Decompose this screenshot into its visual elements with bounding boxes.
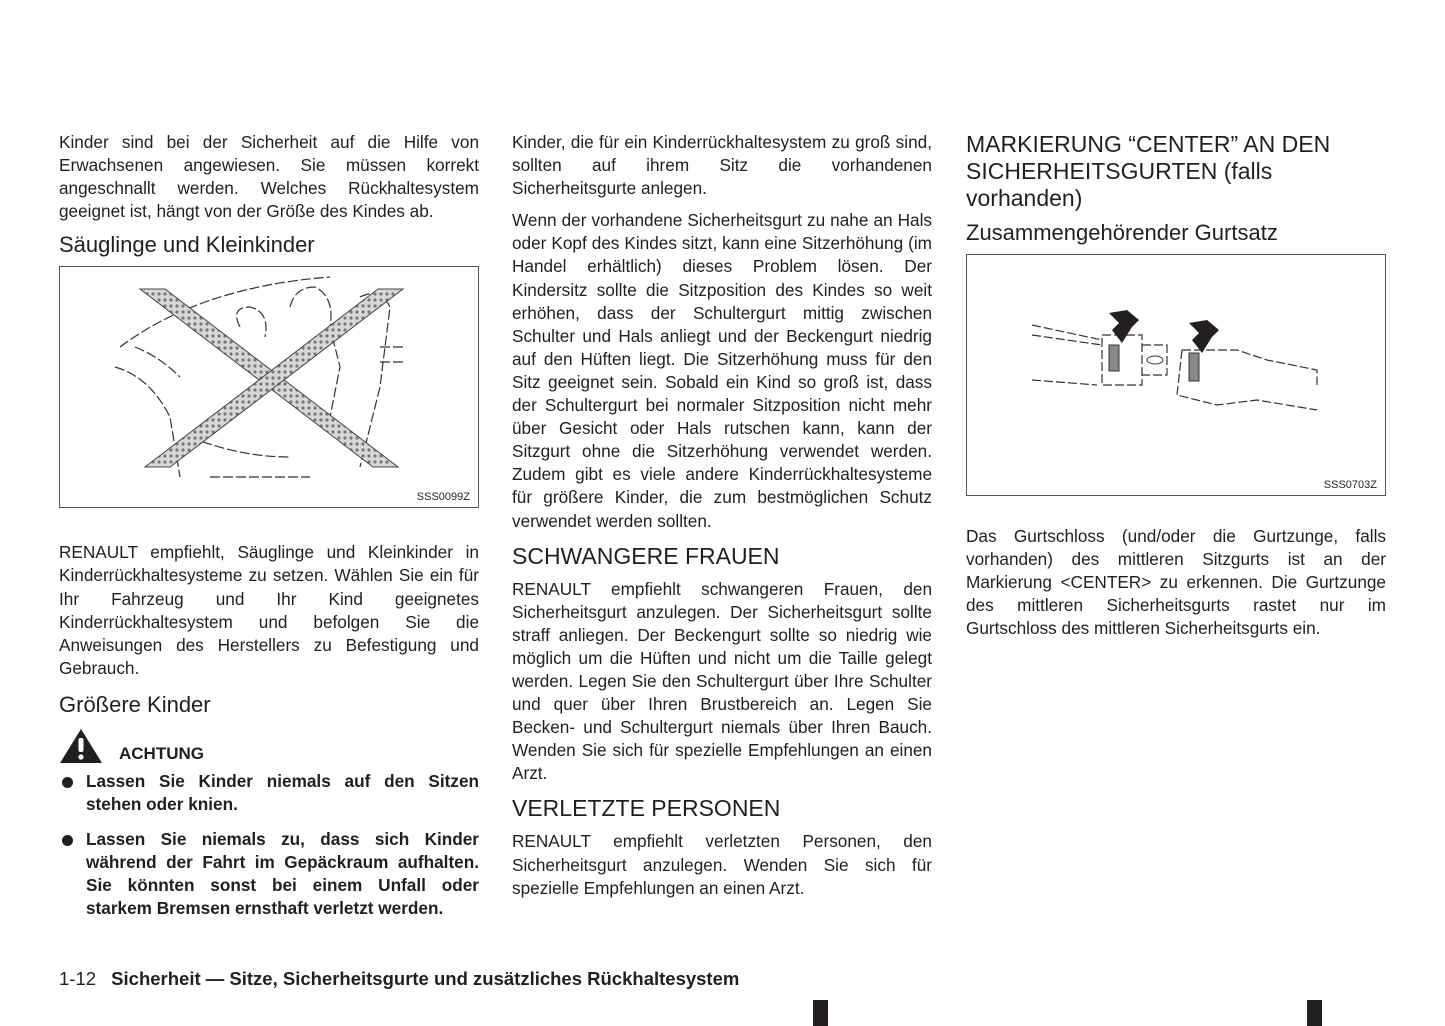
paragraph-booster-seat: Wenn der vorhandene Sicherheitsgurt zu nahe an Hals oder Kopf des Kindes sitzt, kann eine Sitzerhöhung (im Handel erhältlich) dieses Problem lösen. Der Kindersitz sollte die Sitzposition des Kindes so weit erhöhen, dass der Schultergurt mittig zwischen Schulter und Hals anliegt und der Beckengurt niedrig auf den Hüften liegt. Die Sitzerhöhung muss für den Sitz geeignet sein. Sobald ein Kind so groß ist, dass der Schultergurt bei normaler Sitzposition nicht mehr über Gesicht oder Hals rutschen kann, kann der Sitzgurt ohne die Sitzerhöhung verwendet werden. Zudem gibt es viele andere Kinderrückhaltesysteme für größere Kinder, die zum bestmöglichen Schutz verwendet werden sollten. <box>512 210 932 531</box>
center-paragraph: Das Gurtschloss (und/oder die Gurtzunge, falls vorhanden) des mittleren Sitzgurts ist an der Markierung <CENTER> zu erkennen. Die Gurtzunge des mittleren Sicherheitsgurts rastet nur im Gurtschloss des mittleren Sicherheitsgurts ein. <box>966 526 1386 639</box>
figure-code-label: SSS0099Z <box>416 491 470 504</box>
heading-infants: Säuglinge und Kleinkinder <box>59 232 315 258</box>
warning-title: ACHTUNG <box>119 743 204 763</box>
thumb-index-marker <box>1307 1000 1322 1026</box>
heading-matching-belt-set: Zusammengehörender Gurtsatz <box>966 220 1278 245</box>
pregnant-paragraph: RENAULT empfiehlt schwangeren Frauen, den Sicherheitsgurt anzulegen. Der Sicherheitsgurt sollte straff anliegen. Der Beckengurt sollte so niedrig wie möglich um die Hüften und nicht um die Taille gelegt werden. Legen Sie den Schultergurt über Ihre Schulter und quer über Ihren Brustbereich an. Legen Sie Becken- und Schultergurt niemals über Ihren Bauch. Wenden Sie sich für spezielle Empfehlungen an einen Arzt. <box>512 578 932 784</box>
figure-code-label: SSS0703Z <box>1323 479 1377 491</box>
injured-paragraph: RENAULT empfiehlt verletzten Personen, den Sicherheitsgurt anzulegen. Wenden Sie sich für spezielle Empfehlungen an einen Arzt. <box>512 831 932 898</box>
paragraph-large-children: Kinder, die für ein Kinderrückhaltesystem zu groß sind, sollten auf ihrem Sitz die vorhandenen Sicherheitsgurte anlegen. <box>512 132 932 199</box>
heading-pregnant-women: SCHWANGERE FRAUEN <box>512 542 780 569</box>
seatbelt-buckle-icon <box>967 255 1383 493</box>
figure-belt-buckle <box>966 254 1386 496</box>
page-footer <box>59 968 739 990</box>
infants-paragraph: RENAULT empfiehlt, Säuglinge und Kleinkinder in Kinderrückhaltesysteme zu setzen. Wählen Sie ein für Ihr Fahrzeug und Ihr Kind geeignetes Kinderrückhaltesystem und befolgen Sie die Anweisungen des Herstellers zu Befestigung und Gebrauch. <box>59 542 479 678</box>
warning-item: Lassen Sie Kinder niemals auf den Sitzen stehen oder knien. <box>59 770 479 816</box>
heading-older-children: Größere Kinder <box>59 691 211 717</box>
crossed-out-child-on-lap-icon <box>60 267 476 505</box>
column-middle <box>512 131 932 900</box>
section-title: Sicherheit — Sitze, Sicherheitsgurte und zusätzliches Rückhaltesystem <box>111 968 740 989</box>
bullet-icon <box>62 835 73 846</box>
intro-paragraph: Kinder sind bei der Sicherheit auf die Hilfe von Erwachsenen angewiesen. Sie müssen korrekt angeschnallt werden. Welches Rückhaltesystem geeignet ist, hängt von der Größe des Kindes ab. <box>59 132 479 222</box>
warning-triangle-icon <box>59 728 103 764</box>
heading-center-marking: MARKIERUNG “CENTER” AN DEN SICHERHEITSGURTEN (falls vorhanden) <box>966 131 1331 211</box>
column-left <box>59 131 479 933</box>
column-right <box>966 131 1386 640</box>
warning-header <box>59 728 479 764</box>
warning-item: Lassen Sie niemals zu, dass sich Kinder während der Fahrt im Gepäckraum aufhalten. Sie könnten sonst bei einem Unfall oder starkem Bremsen ernsthaft verletzt werden. <box>59 828 479 920</box>
page-number: 1-12 <box>59 968 97 989</box>
bullet-icon <box>62 777 73 788</box>
heading-injured-persons: VERLETZTE PERSONEN <box>512 795 781 822</box>
figure-infant-warning <box>59 266 479 508</box>
warning-list <box>59 770 479 921</box>
thumb-index-marker <box>813 1000 828 1026</box>
